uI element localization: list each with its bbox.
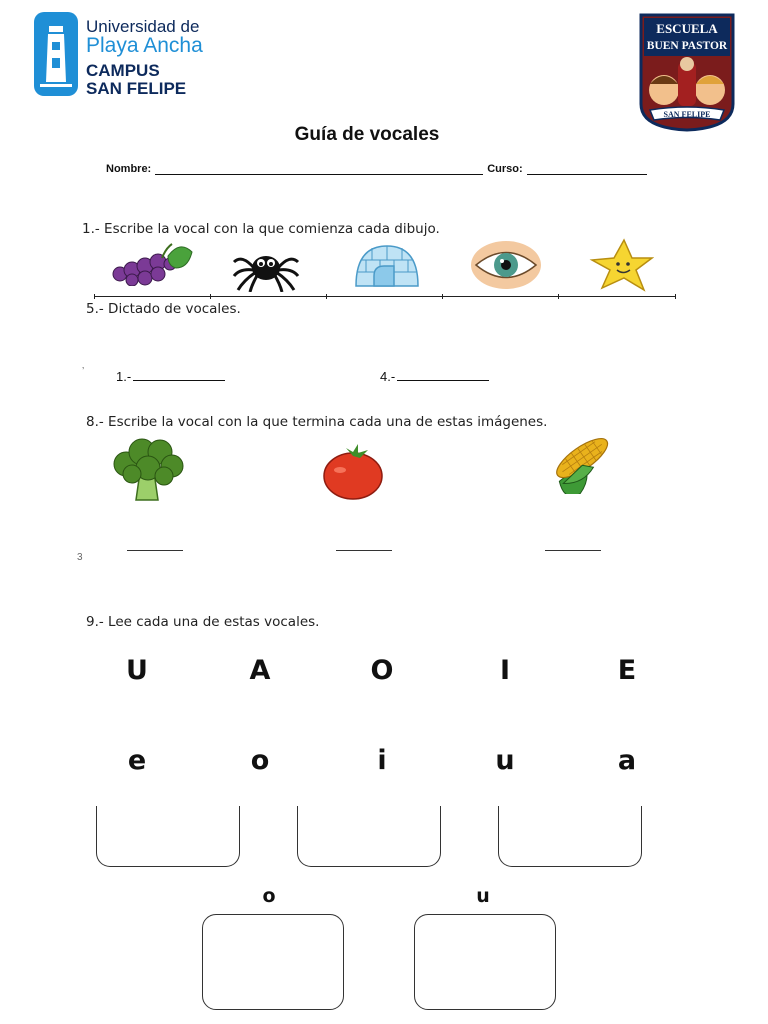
uppercase-vowel-1: U — [126, 655, 148, 686]
page-title: Guía de vocales — [294, 124, 440, 145]
curso-label: Curso: — [487, 163, 523, 175]
answer-box-2[interactable] — [297, 806, 441, 867]
box-label-u: u — [476, 885, 490, 907]
dictation-item-4 — [380, 369, 489, 384]
uppercase-vowel-2: A — [249, 655, 271, 686]
igloo-icon — [352, 240, 422, 293]
section5-instruction: 5.- Dictado de vocales. — [86, 301, 241, 317]
curso-field[interactable] — [527, 174, 647, 175]
dictation-item-4-label: 4.- — [380, 369, 396, 384]
answer-line-tomato[interactable] — [336, 550, 392, 551]
dictation-item-1-field[interactable] — [133, 380, 225, 381]
nombre-field[interactable] — [155, 174, 483, 175]
answer-line-corn[interactable] — [545, 550, 601, 551]
lowercase-vowel-2: o — [250, 745, 270, 776]
logo-line4: SAN FELIPE — [86, 79, 187, 96]
answer-box-4[interactable] — [202, 914, 344, 1010]
section8-instruction: 8.- Escribe la vocal con la que termina cada una de estas imágenes. — [86, 414, 548, 430]
answer-box-5[interactable] — [414, 914, 556, 1010]
school-banner: SAN FELIPE — [663, 110, 711, 119]
uppercase-vowel-5: E — [617, 655, 637, 686]
school-line1: ESCUELA — [656, 21, 718, 36]
tomato-icon — [322, 442, 384, 505]
lowercase-vowel-3: i — [377, 745, 387, 776]
broccoli-icon — [112, 438, 184, 509]
answer-box-1[interactable] — [96, 806, 240, 867]
section1-instruction: 1.- Escribe la vocal con la que comienza cada dibujo. — [82, 221, 440, 237]
box-label-o: o — [262, 885, 276, 907]
grapes-icon — [110, 238, 194, 291]
nombre-label: Nombre: — [106, 163, 152, 175]
dictation-item-4-field[interactable] — [397, 380, 489, 381]
answer-line-broccoli[interactable] — [127, 550, 183, 551]
section9-instruction: 9.- Lee cada una de estas vocales. — [86, 614, 320, 630]
corn-icon — [544, 430, 616, 499]
school-logo — [638, 12, 736, 132]
dictation-item-1 — [116, 369, 225, 384]
eye-icon — [470, 240, 542, 295]
university-logo — [30, 12, 210, 96]
spider-icon — [232, 244, 300, 297]
dictation-item-1-label: 1.- — [116, 369, 132, 384]
logo-line1: Universidad de — [86, 17, 200, 36]
lowercase-vowel-4: u — [495, 745, 515, 776]
school-line2: BUEN PASTOR — [646, 40, 728, 52]
student-info-row — [106, 163, 651, 175]
answer-box-3[interactable] — [498, 806, 642, 867]
lowercase-vowel-1: e — [127, 745, 147, 776]
logo-line2: Playa Ancha — [86, 34, 203, 57]
star-icon — [588, 238, 654, 297]
uppercase-vowel-3: O — [370, 655, 394, 686]
section1-answer-line[interactable] — [94, 296, 676, 297]
lowercase-vowel-5: a — [617, 745, 637, 776]
logo-line3: CAMPUS — [86, 61, 160, 80]
uppercase-vowel-4: I — [499, 655, 511, 686]
